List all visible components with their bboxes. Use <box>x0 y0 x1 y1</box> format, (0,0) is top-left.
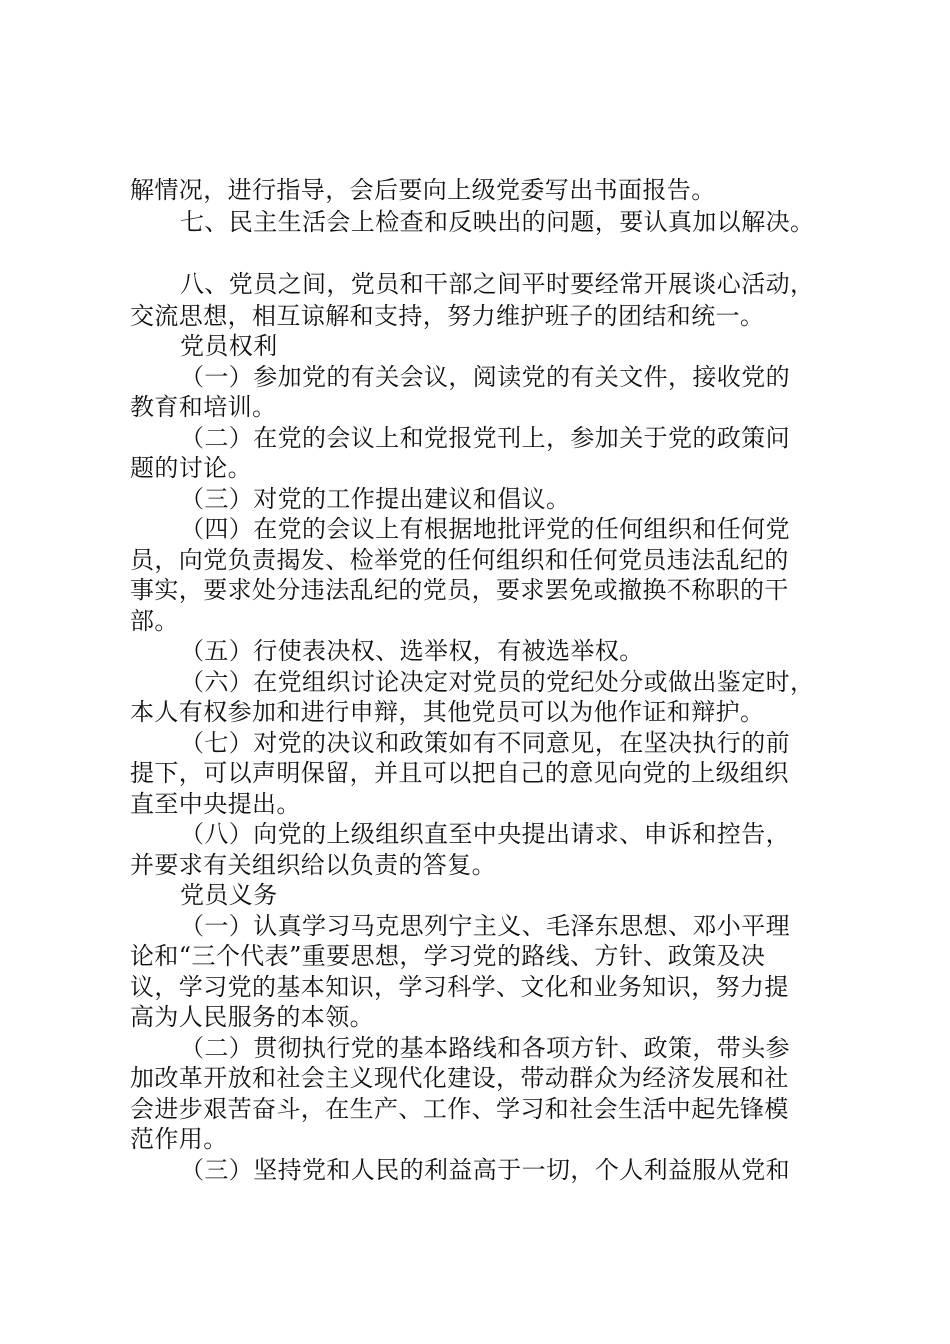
text-line: 范作用。 <box>130 1125 228 1153</box>
text-line: 交流思想，相互谅解和支持，努力维护班子的团结和统一。 <box>130 302 765 330</box>
text-line: （六）在党组织讨论决定对党员的党纪处分或做出鉴定时， <box>180 668 815 696</box>
text-line: 事实，要求处分违法乱纪的党员，要求罢免或撤换不称职的干 <box>130 576 789 604</box>
text-line: 加改革开放和社会主义现代化建设，带动群众为经济发展和社 <box>130 1064 789 1092</box>
text-line: 八、党员之间，党员和干部之间平时要经常开展谈心活动， <box>180 270 815 298</box>
text-line: 直至中央提出。 <box>130 790 301 818</box>
text-line: （四）在党的会议上有根据地批评党的任何组织和任何党 <box>180 515 790 543</box>
text-line: 论和“三个代表”重要思想，学习党的路线、方针、政策及决 <box>130 942 766 970</box>
text-line: 议，学习党的基本知识，学习科学、文化和业务知识，努力提 <box>130 973 789 1001</box>
text-line: （二）贯彻执行党的基本路线和各项方针、政策，带头参 <box>180 1034 790 1062</box>
text-line: 提下，可以声明保留，并且可以把自己的意见向党的上级组织 <box>130 759 789 787</box>
text-line: 教育和培训。 <box>130 393 277 421</box>
text-line: （二）在党的会议上和党报党刊上，参加关于党的政策问 <box>180 424 790 452</box>
text-line: 本人有权参加和进行申辩，其他党员可以为他作证和辩护。 <box>130 698 765 726</box>
text-line: 会进步艰苦奋斗，在生产、工作、学习和社会生活中起先锋模 <box>130 1095 789 1123</box>
text-line: （三）对党的工作提出建议和倡议。 <box>180 485 571 513</box>
section-heading: 党员权利 <box>180 332 278 360</box>
text-line: （五）行使表决权、选举权，有被选举权。 <box>180 637 644 665</box>
text-line: 高为人民服务的本领。 <box>130 1003 374 1031</box>
text-line: （一）参加党的有关会议，阅读党的有关文件，接收党的 <box>180 363 790 391</box>
text-line: 部。 <box>130 607 179 635</box>
text-line: 解情况，进行指导，会后要向上级党委写出书面报告。 <box>130 176 716 204</box>
text-line: （一）认真学习马克思列宁主义、毛泽东思想、邓小平理 <box>180 912 790 940</box>
text-line: 并要求有关组织给以负责的答复。 <box>130 851 496 879</box>
text-line: 七、民主生活会上检查和反映出的问题，要认真加以解决。 <box>180 208 815 236</box>
section-heading: 党员义务 <box>180 881 278 909</box>
text-line: 题的讨论。 <box>130 454 252 482</box>
text-line: （七）对党的决议和政策如有不同意见，在坚决执行的前 <box>180 729 790 757</box>
text-line: （三）坚持党和人民的利益高于一切，个人利益服从党和 <box>180 1156 790 1184</box>
text-line: （八）向党的上级组织直至中央提出请求、申诉和控告， <box>180 820 790 848</box>
text-line: 员，向党负责揭发、检举党的任何组织和任何党员违法乱纪的 <box>130 546 789 574</box>
